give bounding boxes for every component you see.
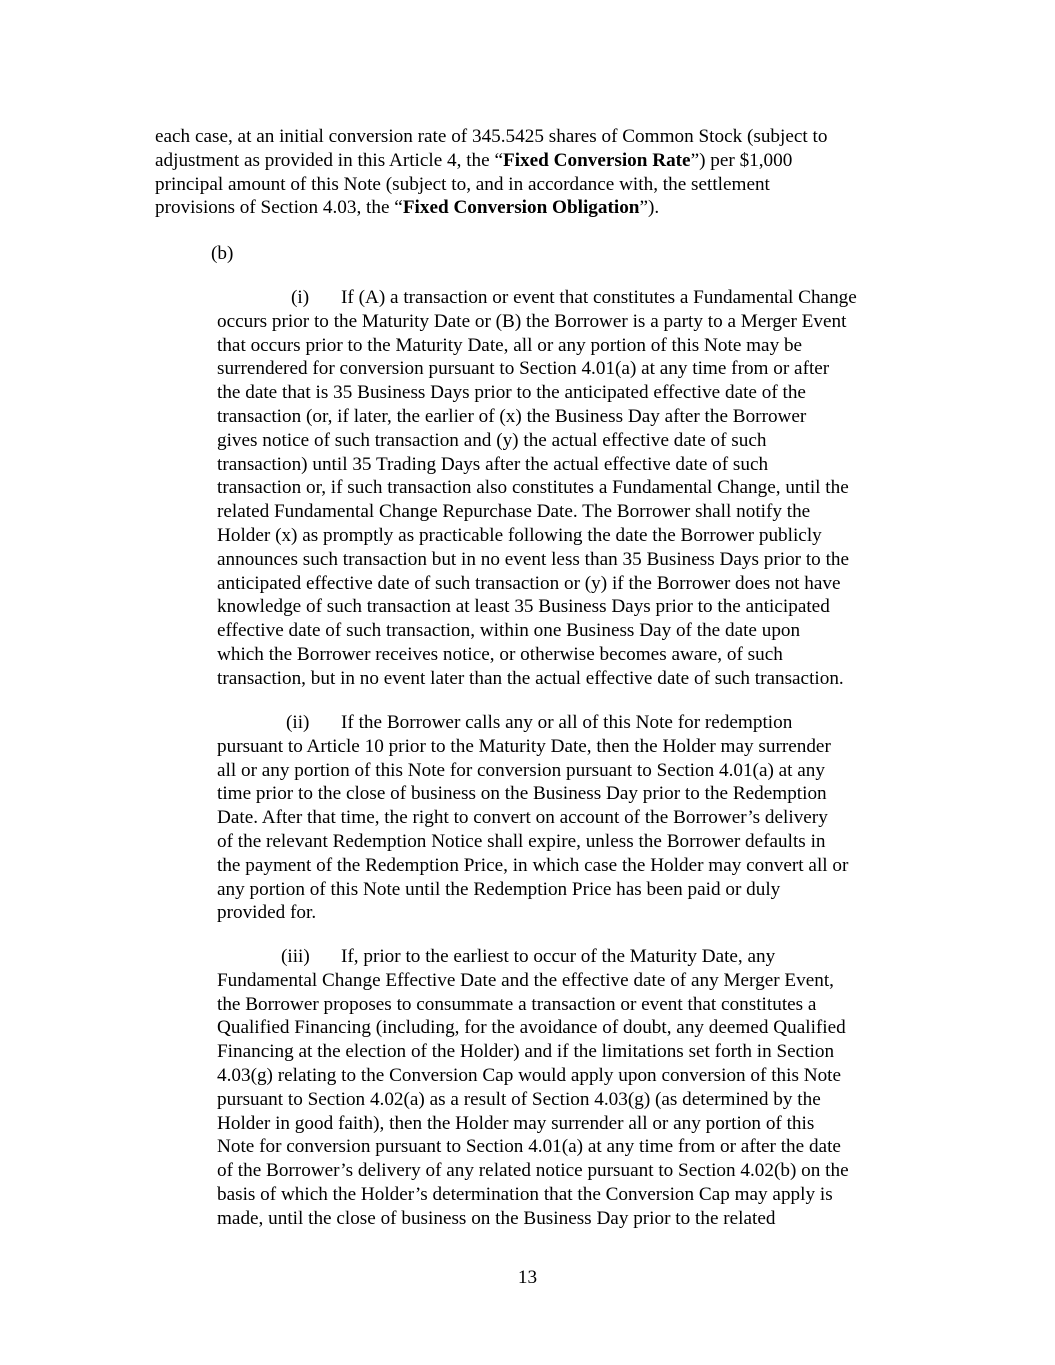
defined-term-fixed-conversion-rate: Fixed Conversion Rate (502, 149, 691, 171)
text-line: pursuant to Section 4.02(a) as a result of Section 4.03(g) (as determined by the (217, 1088, 821, 1110)
section-label-b: (b) (211, 243, 234, 264)
text-line: Date. After that time, the right to convert on account of the Borrower’s delivery (217, 807, 828, 829)
text-segment: adjustment as provided in this Article 4, the “ (155, 149, 503, 171)
text-line: that occurs prior to the Maturity Date, all or any portion of this Note may be (217, 334, 803, 356)
subsection-i (217, 286, 857, 691)
text-line: Holder (x) as promptly as practicable following the date the Borrower publicly (217, 524, 822, 546)
text-line: transaction (or, if later, the earlier of (x) the Business Day after the Borrower (217, 405, 807, 427)
text-line: of the relevant Redemption Notice shall expire, unless the Borrower defaults in (217, 830, 826, 852)
intro-paragraph (155, 125, 827, 220)
text-line: gives notice of such transaction and (y) the actual effective date of such (217, 429, 767, 451)
text-line: made, until the close of business on the Business Day prior to the related (217, 1207, 776, 1229)
text-line: knowledge of such transaction at least 35 Business Days prior to the anticipated (217, 596, 830, 618)
text-segment: provisions of Section 4.03, the “ (155, 197, 403, 219)
text-line (217, 711, 848, 735)
text-line: the payment of the Redemption Price, in which case the Holder may convert all or (217, 854, 849, 876)
text-line: Holder in good faith), then the Holder may surrender all or any portion of this (217, 1112, 815, 1134)
text-line: Financing at the election of the Holder) and if the limitations set forth in Section (217, 1041, 835, 1063)
text-line: provided for. (217, 902, 317, 924)
text-line: anticipated effective date of such transaction or (y) if the Borrower does not have (217, 572, 841, 594)
subsection-number: (ii) (286, 712, 310, 733)
text-segment: ”) per $1,000 (690, 149, 793, 171)
subsection-number: (i) (291, 287, 310, 308)
text-line: the date that is 35 Business Days prior to the anticipated effective date of the (217, 382, 806, 404)
text-line: transaction) until 35 Trading Days after the actual effective date of such (217, 453, 769, 475)
text-line: related Fundamental Change Repurchase Date. The Borrower shall notify the (217, 501, 811, 523)
text-line: of the Borrower’s delivery of any related notice pursuant to Section 4.02(b) on the (217, 1160, 849, 1182)
text-line: Qualified Financing (including, for the avoidance of doubt, any deemed Qualified (217, 1017, 846, 1039)
text-line (217, 286, 857, 310)
text-line: the Borrower proposes to consummate a transaction or event that constitutes a (217, 993, 817, 1015)
text-line: occurs prior to the Maturity Date or (B) the Borrower is a party to a Merger Event (217, 310, 847, 332)
text-line: effective date of such transaction, within one Business Day of the date upon (217, 620, 801, 642)
text-segment: If the Borrower calls any or all of this Note for redemption (341, 712, 793, 733)
text-line: each case, at an initial conversion rate of 345.5425 shares of Common Stock (subject to (155, 126, 828, 147)
text-line: basis of which the Holder’s determination that the Conversion Cap may apply is (217, 1183, 833, 1205)
text-line: time prior to the close of business on the Business Day prior to the Redemption (217, 783, 827, 805)
text-line: transaction or, if such transaction also constitutes a Fundamental Change, until the (217, 477, 849, 499)
text-segment: If (A) a transaction or event that constitutes a Fundamental Change (341, 287, 857, 308)
text-line: surrendered for conversion pursuant to Section 4.01(a) at any time from or after (217, 358, 830, 380)
text-line: 4.03(g) relating to the Conversion Cap would apply upon conversion of this Note (217, 1064, 842, 1086)
text-line (155, 149, 827, 173)
text-line: announces such transaction but in no event less than 35 Business Days prior to the (217, 548, 850, 570)
subsection-iii (217, 945, 849, 1231)
text-line: all or any portion of this Note for conversion pursuant to Section 4.01(a) at any (217, 759, 825, 781)
text-line: transaction, but in no event later than the actual effective date of such transaction. (217, 667, 844, 689)
text-line: principal amount of this Note (subject to, and in accordance with, the settlement (155, 173, 770, 195)
subsection-ii (217, 711, 848, 925)
text-segment: If, prior to the earliest to occur of the Maturity Date, any (341, 946, 776, 967)
text-line: pursuant to Article 10 prior to the Maturity Date, then the Holder may surrender (217, 735, 831, 757)
text-line: Note for conversion pursuant to Section 4.01(a) at any time from or after the date (217, 1136, 841, 1158)
subsection-number: (iii) (281, 946, 310, 967)
text-line: Fundamental Change Effective Date and the effective date of any Merger Event, (217, 969, 834, 991)
text-line: which the Borrower receives notice, or otherwise becomes aware, of such (217, 643, 783, 665)
defined-term-fixed-conversion-obligation: Fixed Conversion Obligation (402, 197, 640, 219)
text-line (155, 196, 827, 220)
text-segment: ”). (639, 197, 660, 219)
text-line: any portion of this Note until the Redemption Price has been paid or duly (217, 878, 781, 900)
page-number: 13 (517, 1267, 538, 1288)
text-line (217, 945, 849, 969)
